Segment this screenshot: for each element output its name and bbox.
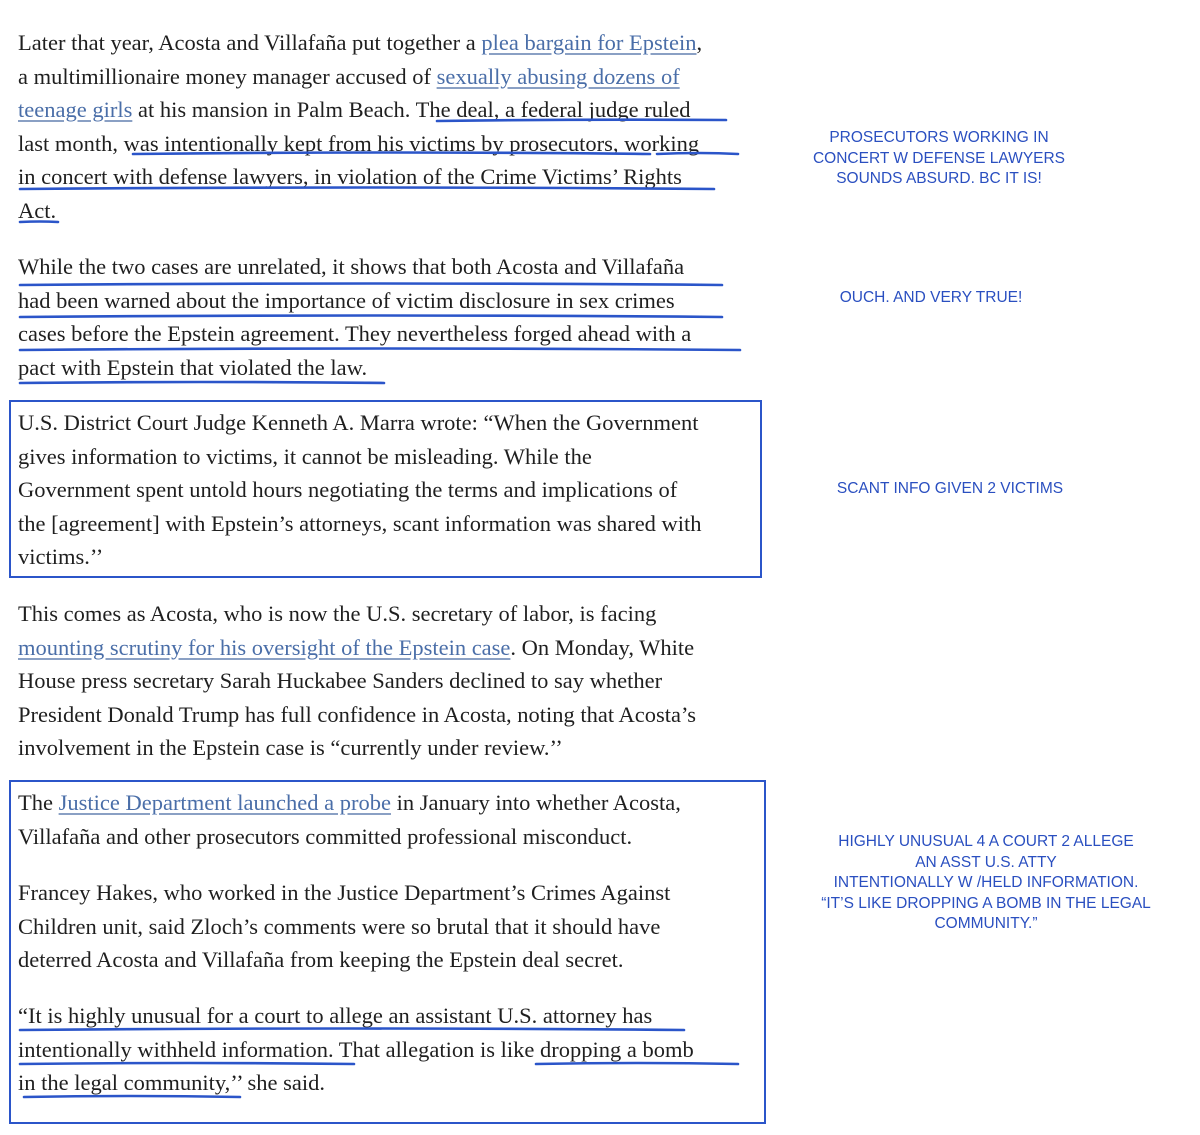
paragraph-marra-quote: U.S. District Court Judge Kenneth A. Marra wrote: “When the Government gives information to victims, it cannot be misleading. While the Government spent untold hours negotiating the terms and implications of the [agreement] with Epstein’s attorneys, scant information was shared with victims.’’ — [18, 410, 702, 569]
link-sexually-abusing[interactable]: sexually abusing dozens of teenage girls — [18, 63, 680, 122]
text-run: at his mansion in Palm Beach. The deal, a federal judge ruled last month, was intentionally kept from his victims by prosecutors, working in concert with defense lawyers, in violation of the Crime Victims’ Rights Act. — [18, 97, 700, 223]
paragraph-hakes: Francey Hakes, who worked in the Justice Department’s Crimes Against Children unit, said Zloch’s comments were so brutal that it should have deterred Acosta and Villafaña from keeping the Epstein deal secret. — [18, 880, 671, 972]
text-run: Later that year, Acosta and Villafaña put together a — [18, 30, 482, 55]
paragraph-probe — [18, 786, 763, 853]
paragraph-plea-bargain — [18, 26, 763, 227]
paragraph-acosta-scrutiny — [18, 597, 763, 765]
text-run: , a multimillionaire money manager accused of — [18, 30, 703, 89]
annotation-scant-info: SCANT INFO GIVEN 2 VICTIMS — [836, 480, 1064, 497]
text-run: This comes as Acosta, who is now the U.S. secretary of labor, is facing — [18, 601, 657, 626]
link-justice-probe[interactable]: Justice Department launched a probe — [58, 790, 391, 815]
text-run: The — [18, 790, 59, 815]
link-mounting-scrutiny[interactable]: mounting scrutiny for his oversight of the Epstein case — [18, 634, 511, 660]
text-run: . On Monday, White House press secretary Sarah Huckabee Sanders declined to say whether President Donald Trump has full confidence in Acosta, noting that Acosta’s involvement in the Epstein case is “currently under review.’’ — [18, 634, 697, 760]
paragraph-two-cases: While the two cases are unrelated, it shows that both Acosta and Villafaña had been warned about the importance of victim disclosure in sex crimes cases before the Epstein agreement. They nevertheless forged ahead with a pact with Epstein that violated the law. — [18, 254, 692, 380]
link-plea-bargain[interactable]: plea bargain for Epstein — [481, 30, 697, 55]
annotation-highly-unusual: HIGHLY UNUSUAL 4 A COURT 2 ALLEGE AN ASST U.S. ATTY INTENTIONALLY W /HELD INFORMATION. “IT’S LIKE DROPPING A BOMB IN THE LEGAL COMMUNITY.” — [821, 833, 1151, 932]
annotation-prosecutors: PROSECUTORS WORKING IN CONCERT W DEFENSE LAWYERS SOUNDS ABSURD. BC IT IS! — [812, 129, 1066, 187]
text-run: in January into whether Acosta, Villafaña and other prosecutors committed professional misconduct. — [18, 790, 681, 849]
annotation-ouch: OUCH. AND VERY TRUE! — [839, 289, 1023, 306]
paragraph-hakes-quote: “It is highly unusual for a court to allege an assistant U.S. attorney has intentionally withheld information. That allegation is like dropping a bomb in the legal community,’’ she said. — [18, 1003, 694, 1095]
